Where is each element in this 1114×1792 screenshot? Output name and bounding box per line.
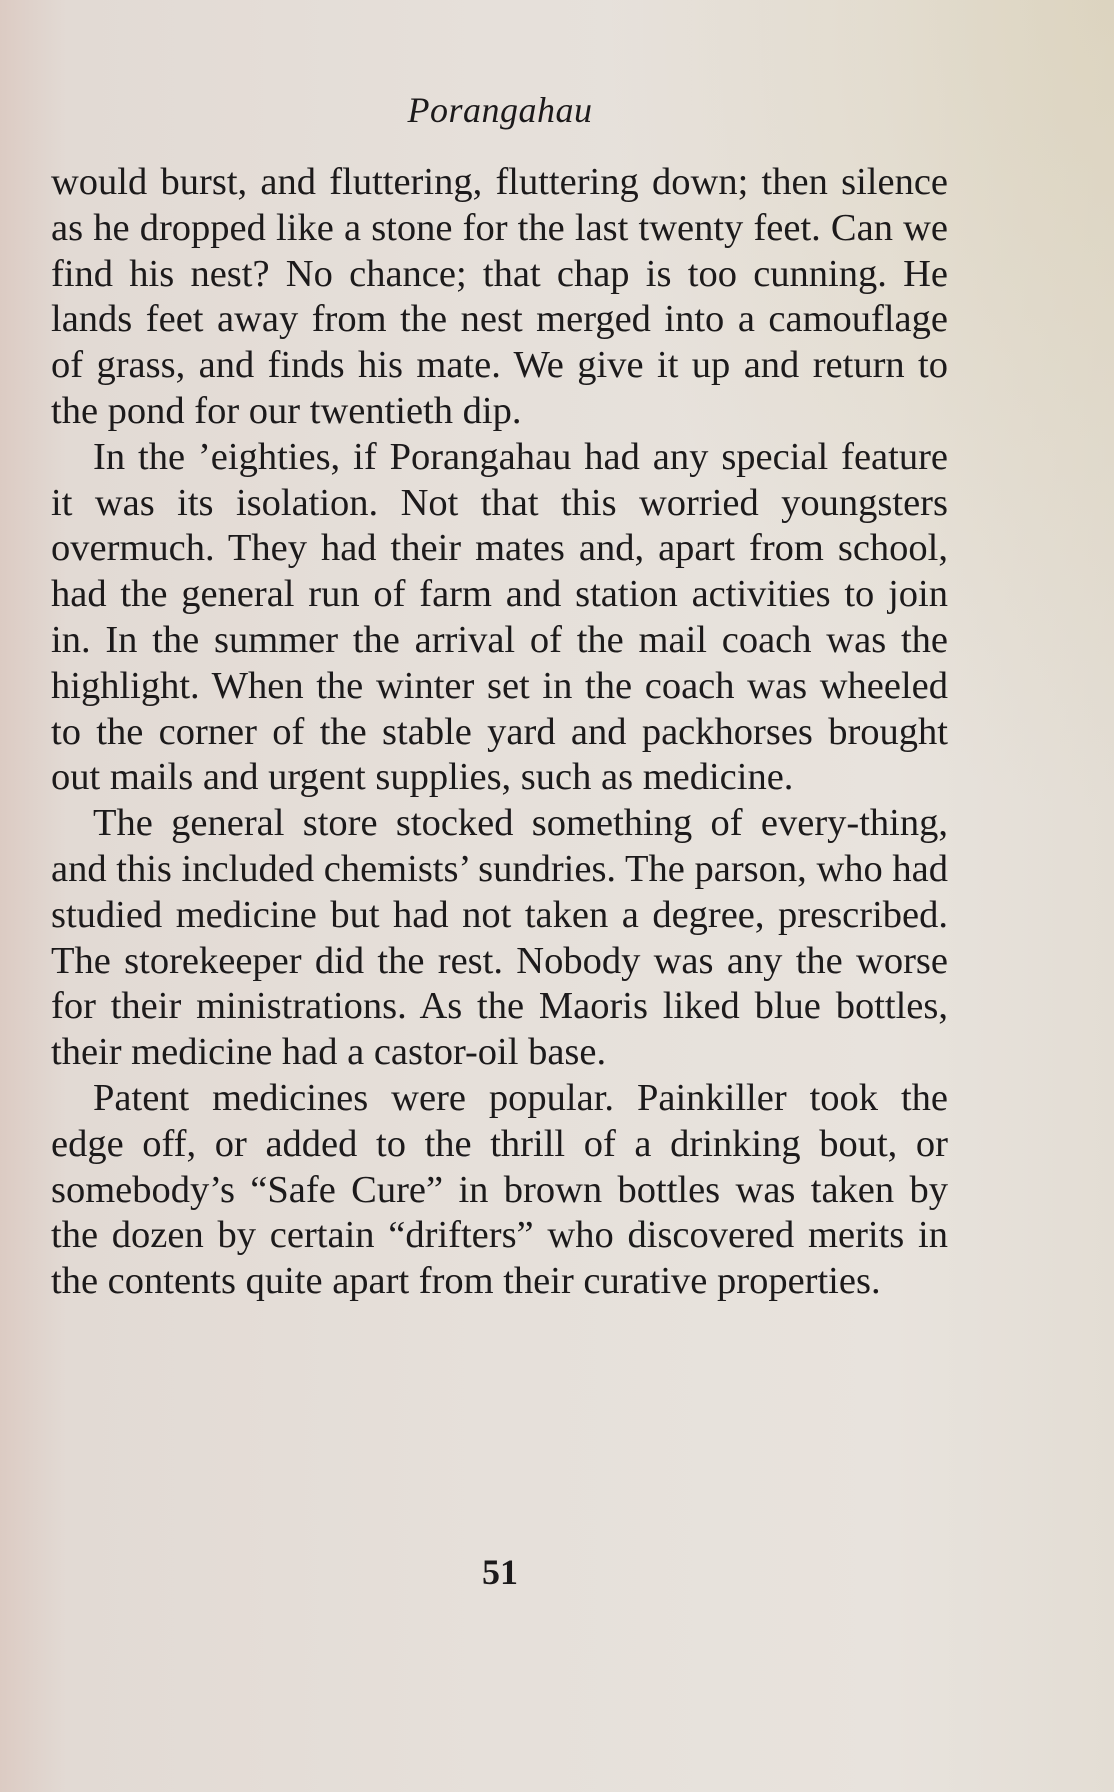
paragraph-patent-medicines: Patent medicines were popular. Painkiller took the edge off, or added to the thrill of a drinking bout, or somebody’s “Safe Cure” in brown bottles was taken by the dozen by certain “drifters” who discovered merits in the contents quite apart from their curative properties. bbox=[51, 1076, 948, 1303]
paragraph-isolation: In the ’eighties, if Porangahau had any special feature it was its isolation. Not that this worried youngsters overmuch. They had their mates and, apart from school, had the general run of farm and station activities to join in. In the summer the arrival of the mail coach was the highlight. When the winter set in the coach was wheeled to the corner of the stable yard and packhorses brought out mails and urgent supplies, such as medicine. bbox=[51, 435, 948, 799]
paragraph-continued: would burst, and fluttering, fluttering down; then silence as he dropped like a stone for the last twenty feet. Can we find his nest? No chance; that chap is too cunning. He lands feet away from the nest merged into a camouflage of grass, and finds his mate. We give it up and return to the pond for our twentieth dip. bbox=[51, 161, 948, 432]
page-number: 51 bbox=[482, 1552, 518, 1592]
body-text bbox=[51, 160, 948, 1305]
running-head: Porangahau bbox=[407, 90, 593, 130]
paragraph-general-store: The general store stocked something of every-thing, and this included chemists’ sundries. The parson, who had studied medicine but had not taken a degree, prescribed. The storekeeper did the rest. Nobody was any the worse for their ministrations. As the Maoris liked blue bottles, their medicine had a castor-oil base. bbox=[51, 802, 948, 1074]
